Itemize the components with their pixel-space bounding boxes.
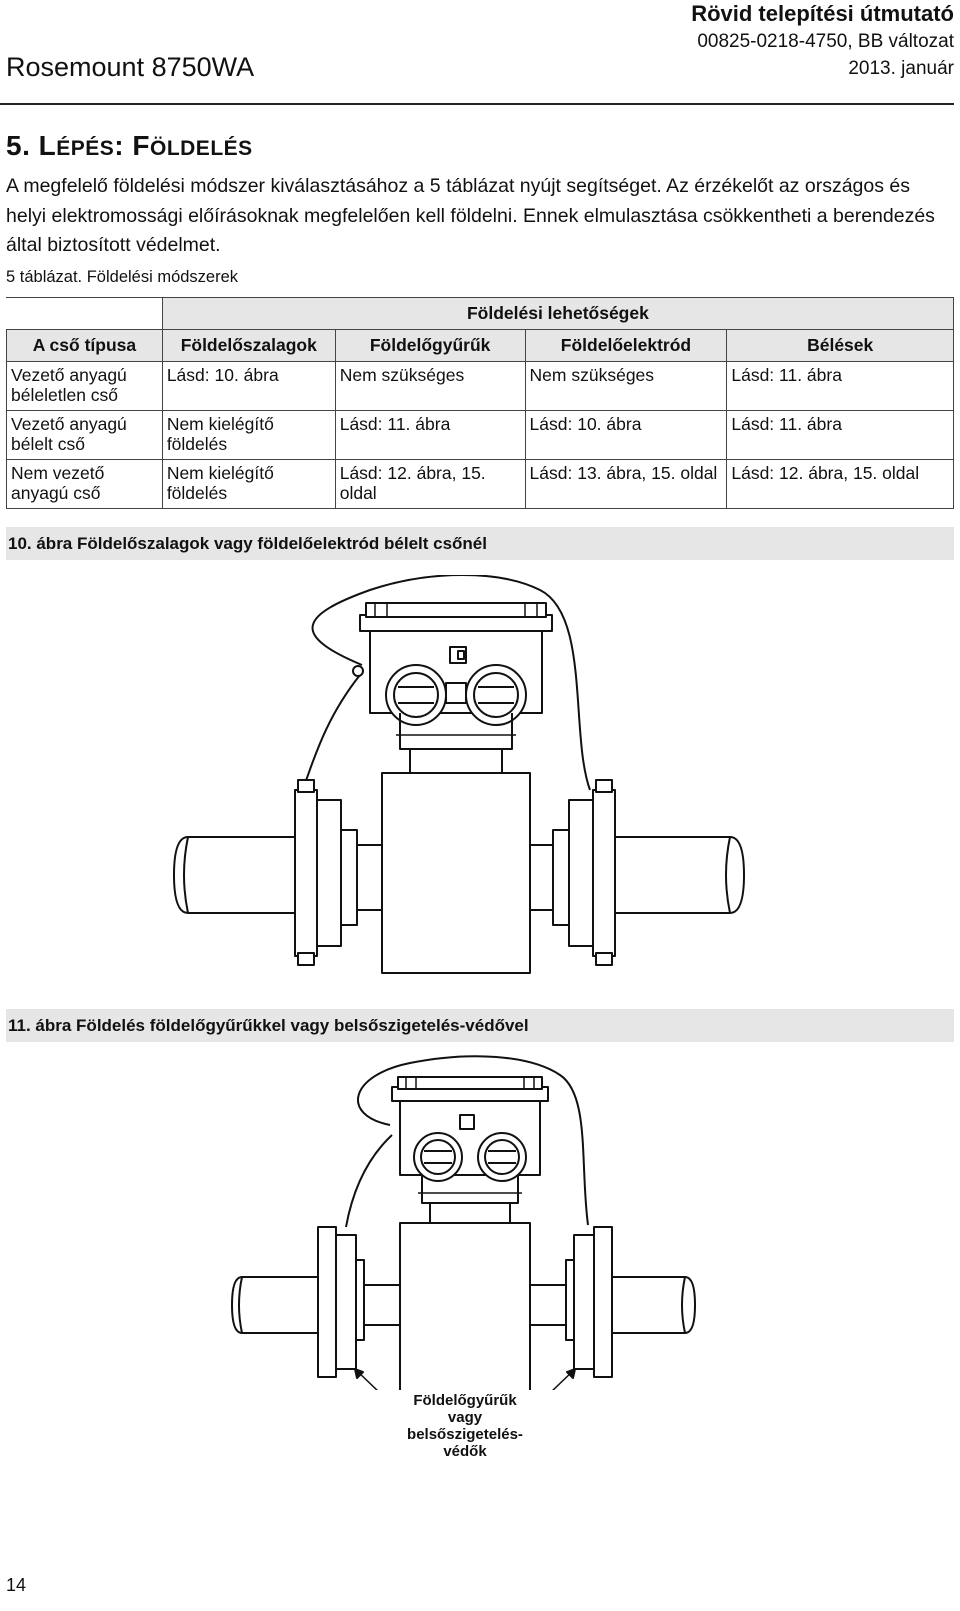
column-header: Földelőszalagok [162, 330, 335, 362]
figure-11-flowmeter-grounding-rings-drawing [230, 1055, 700, 1390]
table-cell: Lásd: 10. ábra [525, 411, 727, 460]
figure-11-caption-bar [6, 1009, 954, 1042]
table-cell: Nem szükséges [335, 362, 525, 411]
table-cell: Lásd: 11. ábra [727, 362, 954, 411]
table-cell: Lásd: 10. ábra [162, 362, 335, 411]
column-header: A cső típusa [7, 330, 163, 362]
table-row [7, 362, 954, 411]
table-corner-cell [7, 298, 163, 330]
figure-10-caption-bar [6, 527, 954, 560]
table-cell: Nem vezető anyagú cső [7, 460, 163, 509]
callout-line: Földelőgyűrűk [413, 1392, 517, 1409]
table-cell: Vezető anyagú béleletlen cső [7, 362, 163, 411]
callout-line: vagy [447, 1409, 483, 1426]
figure-11-caption: 11. ábra Földelés földelőgyűrűkkel vagy belsőszigetelés-védővel [8, 1016, 529, 1035]
section-title-part: : F [114, 130, 150, 161]
table-row [7, 460, 954, 509]
table-cell: Lásd: 12. ábra, 15. oldal [335, 460, 525, 509]
intro-paragraph: A megfelelő földelési módszer kiválasztásához a 5 táblázat nyújt segítséget. Az érzékelőt az országos és helyi elektromossági előírásoknak megfelelően kell földelni. Ennek elmulasztása csökkentheti a berendezés által biztosított védelmet. [6, 175, 935, 256]
table-cell: Nem kielégítő földelés [162, 411, 335, 460]
document-date: 2013. január [848, 58, 954, 79]
table-cell: Lásd: 11. ábra [335, 411, 525, 460]
figure-10-caption: 10. ábra Földelőszalagok vagy földelőelektród bélelt csőnél [8, 534, 487, 553]
header-divider [0, 103, 954, 105]
table-header-row [7, 330, 954, 362]
table-cell: Vezető anyagú bélelt cső [7, 411, 163, 460]
page-number: 14 [6, 1575, 27, 1595]
section-title-part: 5. L [6, 130, 57, 161]
grounding-rings-callout [385, 1392, 545, 1460]
table-group-header-row [7, 298, 954, 330]
callout-line: védők [443, 1443, 487, 1460]
table-group-header: Földelési lehetőségek [162, 298, 953, 330]
table-caption: 5 táblázat. Földelési módszerek [6, 268, 239, 286]
section-title-part: ÖLDELÉS [149, 137, 253, 160]
section-title-part: ÉPÉS [56, 137, 115, 160]
column-header: Földelőgyűrűk [335, 330, 525, 362]
document-title: Rövid telepítési útmutató [691, 1, 954, 26]
document-number: 00825-0218-4750, BB változat [697, 31, 954, 52]
table-cell: Nem kielégítő földelés [162, 460, 335, 509]
section-title [6, 130, 253, 162]
table-row [7, 411, 954, 460]
column-header: Bélések [727, 330, 954, 362]
table-cell: Lásd: 13. ábra, 15. oldal [525, 460, 727, 509]
column-header: Földelőelektród [525, 330, 727, 362]
grounding-methods-table [6, 297, 954, 509]
figure-10-flowmeter-ground-straps-drawing [170, 575, 780, 990]
table-cell: Lásd: 12. ábra, 15. oldal [727, 460, 954, 509]
product-name: Rosemount 8750WA [6, 52, 255, 82]
table-cell: Lásd: 11. ábra [727, 411, 954, 460]
callout-line: belsőszigetelés- [407, 1426, 523, 1443]
document-info [691, 0, 954, 82]
table-cell: Nem szükséges [525, 362, 727, 411]
